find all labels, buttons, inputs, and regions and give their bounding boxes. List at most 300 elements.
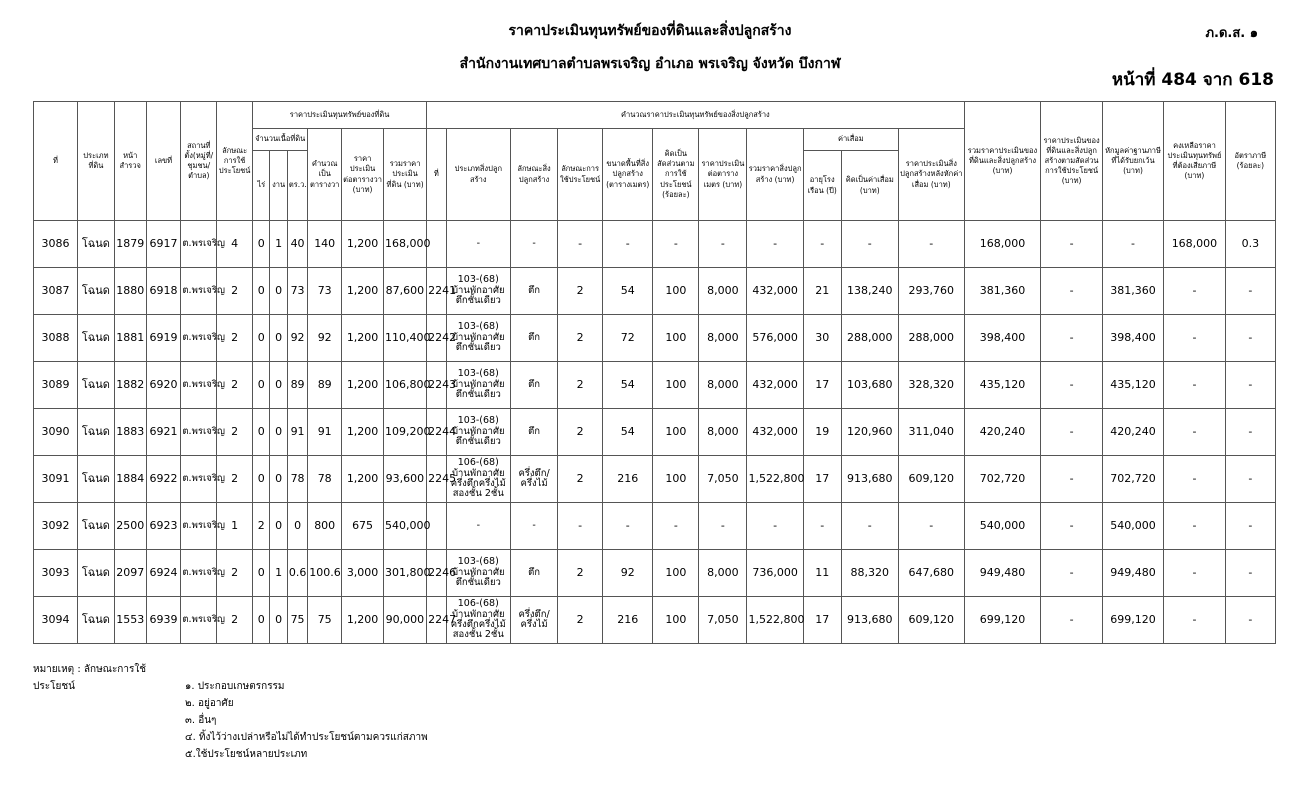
cell-location: ต.พรเจริญ [181, 315, 217, 362]
cell-building-type: 103-(68) บ้านพักอาศัยตึกชั้นเดียว [446, 268, 510, 315]
cell-building-after: - [898, 221, 964, 268]
cell-rai: 0 [253, 221, 270, 268]
cell-taxable: - [1164, 315, 1225, 362]
cell-building-age: - [803, 221, 841, 268]
cell-calc-sqwa: 73 [308, 268, 342, 315]
cell-calc-sqwa: 89 [308, 362, 342, 409]
col-building-type: ประเภทสิ่งปลูกสร้าง [446, 129, 510, 221]
cell-calc-sqwa: 75 [308, 597, 342, 644]
cell-building-pct: 100 [653, 456, 699, 503]
cell-grand-total: 949,480 [964, 550, 1041, 597]
cell-no: 3094 [34, 597, 78, 644]
notes-item: ๒. อยู่อาศัย [185, 698, 234, 709]
cell-building-area: 216 [603, 456, 653, 503]
cell-building-after: 609,120 [898, 597, 964, 644]
cell-usage: 4 [217, 221, 253, 268]
cell-usage: 2 [217, 268, 253, 315]
cell-location: ต.พรเจริญ [181, 362, 217, 409]
cell-grand-total: 540,000 [964, 503, 1041, 550]
cell-no: 3088 [34, 315, 78, 362]
cell-grand-total: 381,360 [964, 268, 1041, 315]
cell-location: ต.พรเจริญ [181, 409, 217, 456]
cell-rate: - [1225, 456, 1275, 503]
cell-ngan: 0 [270, 597, 287, 644]
cell-ngan: 0 [270, 456, 287, 503]
cell-share-value: - [1041, 315, 1102, 362]
cell-building-age: 19 [803, 409, 841, 456]
cell-sqwa: 73 [287, 268, 307, 315]
cell-building-price-sqm: - [699, 503, 747, 550]
col-building-usage: ลักษณะการใช้ประโยชน์ [558, 129, 603, 221]
cell-building-pct: - [653, 503, 699, 550]
cell-deduction: 699,120 [1102, 597, 1163, 644]
cell-building-no: 2243 [427, 362, 446, 409]
cell-calc-sqwa: 78 [308, 456, 342, 503]
cell-building-total: - [747, 221, 803, 268]
cell-building-area: 92 [603, 550, 653, 597]
cell-building-after: 288,000 [898, 315, 964, 362]
col-no: ที่ [34, 102, 78, 221]
cell-ngan: 0 [270, 362, 287, 409]
cell-sqwa: 75 [287, 597, 307, 644]
cell-land-no: 6921 [146, 409, 181, 456]
cell-building-after: 609,120 [898, 456, 964, 503]
cell-building-price-sqm: 7,050 [699, 597, 747, 644]
cell-building-age: - [803, 503, 841, 550]
assessment-table [33, 101, 1276, 644]
cell-share-value: - [1041, 550, 1102, 597]
cell-no: 3086 [34, 221, 78, 268]
cell-land-type: โฉนด [78, 409, 115, 456]
cell-building-area: - [603, 221, 653, 268]
col-land-no: เลขที่ [146, 102, 181, 221]
notes [33, 661, 428, 763]
cell-building-total: 1,522,800 [747, 456, 803, 503]
cell-ngan: 1 [270, 550, 287, 597]
cell-taxable: - [1164, 268, 1225, 315]
cell-building-total: 576,000 [747, 315, 803, 362]
cell-sqwa: 40 [287, 221, 307, 268]
form-code: ภ.ด.ส. ๑ [1205, 26, 1258, 41]
col-group-area: จำนวนเนื้อที่ดิน [253, 129, 308, 151]
cell-no: 3087 [34, 268, 78, 315]
col-building-no: ที่ [427, 129, 446, 221]
cell-location: ต.พรเจริญ [181, 550, 217, 597]
cell-land-total: 168,000 [384, 221, 427, 268]
cell-building-usage: 2 [558, 409, 603, 456]
cell-no: 3092 [34, 503, 78, 550]
cell-sqwa: 0 [287, 503, 307, 550]
cell-building-area: 72 [603, 315, 653, 362]
cell-grand-total: 168,000 [964, 221, 1041, 268]
cell-building-age: 11 [803, 550, 841, 597]
cell-land-type: โฉนด [78, 597, 115, 644]
col-building-depreciation: คิดเป็นค่าเสื่อม (บาท) [841, 151, 898, 221]
cell-land-type: โฉนด [78, 550, 115, 597]
cell-building-price-sqm: 8,000 [699, 315, 747, 362]
cell-building-kind: ตึก [511, 315, 558, 362]
cell-building-no: 2246 [427, 550, 446, 597]
cell-land-no: 6922 [146, 456, 181, 503]
cell-building-kind: ตึก [511, 362, 558, 409]
cell-building-depreciation: 913,680 [841, 456, 898, 503]
cell-grand-total: 702,720 [964, 456, 1041, 503]
cell-building-kind: ตึก [511, 550, 558, 597]
cell-building-usage: 2 [558, 456, 603, 503]
cell-building-age: 21 [803, 268, 841, 315]
cell-rate: - [1225, 315, 1275, 362]
cell-land-total: 90,000 [384, 597, 427, 644]
cell-building-total: 432,000 [747, 268, 803, 315]
cell-building-usage: 2 [558, 362, 603, 409]
cell-building-no: 2247 [427, 597, 446, 644]
cell-deduction: - [1102, 221, 1163, 268]
cell-building-type: - [446, 503, 510, 550]
cell-location: ต.พรเจริญ [181, 221, 217, 268]
cell-price-per-sqwa: 1,200 [342, 362, 384, 409]
cell-no: 3091 [34, 456, 78, 503]
cell-building-type: - [446, 221, 510, 268]
cell-usage: 2 [217, 597, 253, 644]
notes-line-1 [33, 661, 428, 695]
cell-building-pct: 100 [653, 409, 699, 456]
cell-location: ต.พรเจริญ [181, 456, 217, 503]
cell-taxable: - [1164, 456, 1225, 503]
table-row [34, 503, 1276, 550]
cell-price-per-sqwa: 1,200 [342, 456, 384, 503]
cell-building-no: 2241 [427, 268, 446, 315]
cell-building-kind: - [511, 221, 558, 268]
cell-survey-page: 2500 [114, 503, 146, 550]
cell-land-no: 6917 [146, 221, 181, 268]
cell-share-value: - [1041, 268, 1102, 315]
cell-building-usage: 2 [558, 268, 603, 315]
col-building-pct: คิดเป็นสัดส่วนตามการใช้ประโยชน์ (ร้อยละ) [653, 129, 699, 221]
cell-rai: 0 [253, 362, 270, 409]
table-row [34, 456, 1276, 503]
cell-land-no: 6919 [146, 315, 181, 362]
cell-rai: 0 [253, 315, 270, 362]
cell-sqwa: 0.6 [287, 550, 307, 597]
notes-item: ๔. ทิ้งไว้ว่างเปล่าหรือไม่ได้ทำประโยชน์ตามควรแก่สภาพ [185, 732, 428, 743]
cell-price-per-sqwa: 1,200 [342, 268, 384, 315]
cell-building-no: 2242 [427, 315, 446, 362]
cell-building-depreciation: 913,680 [841, 597, 898, 644]
notes-item: ๓. อื่นๆ [185, 715, 217, 726]
cell-land-type: โฉนด [78, 503, 115, 550]
cell-location: ต.พรเจริญ [181, 268, 217, 315]
cell-building-type: 103-(68) บ้านพักอาศัยตึกชั้นเดียว [446, 315, 510, 362]
col-building-kind: ลักษณะสิ่งปลูกสร้าง [511, 129, 558, 221]
cell-land-type: โฉนด [78, 268, 115, 315]
col-building-price-sqm: ราคาประเมินต่อตารางเมตร (บาท) [699, 129, 747, 221]
notes-lead: หมายเหตุ : ลักษณะการใช้ประโยชน์ [33, 664, 147, 692]
cell-building-pct: - [653, 221, 699, 268]
cell-grand-total: 435,120 [964, 362, 1041, 409]
cell-building-pct: 100 [653, 315, 699, 362]
cell-building-price-sqm: - [699, 221, 747, 268]
col-grand-total: รวมราคาประเมินของที่ดินและสิ่งปลูกสร้าง (บาท) [964, 102, 1041, 221]
col-ngan: งาน [270, 151, 287, 221]
table-row [34, 221, 1276, 268]
cell-ngan: 0 [270, 268, 287, 315]
cell-building-kind: ตึก [511, 268, 558, 315]
cell-building-total: - [747, 503, 803, 550]
cell-taxable: 168,000 [1164, 221, 1225, 268]
col-building-age: อายุโรงเรือน (ปี) [803, 151, 841, 221]
cell-building-area: - [603, 503, 653, 550]
cell-price-per-sqwa: 1,200 [342, 221, 384, 268]
cell-land-total: 87,600 [384, 268, 427, 315]
cell-building-depreciation: 120,960 [841, 409, 898, 456]
col-deduction: หักมูลค่าฐานภาษีที่ได้รับยกเว้น (บาท) [1102, 102, 1163, 221]
cell-deduction: 398,400 [1102, 315, 1163, 362]
cell-location: ต.พรเจริญ [181, 503, 217, 550]
cell-usage: 2 [217, 409, 253, 456]
cell-building-age: 17 [803, 597, 841, 644]
cell-building-after: 311,040 [898, 409, 964, 456]
cell-ngan: 0 [270, 409, 287, 456]
cell-land-no: 6939 [146, 597, 181, 644]
cell-share-value: - [1041, 597, 1102, 644]
cell-land-total: 540,000 [384, 503, 427, 550]
col-rate: อัตราภาษี (ร้อยละ) [1225, 102, 1275, 221]
cell-no: 3089 [34, 362, 78, 409]
cell-survey-page: 1884 [114, 456, 146, 503]
cell-land-no: 6920 [146, 362, 181, 409]
cell-ngan: 1 [270, 221, 287, 268]
cell-rai: 0 [253, 550, 270, 597]
cell-usage: 2 [217, 315, 253, 362]
cell-rate: - [1225, 409, 1275, 456]
cell-location: ต.พรเจริญ [181, 597, 217, 644]
cell-survey-page: 2097 [114, 550, 146, 597]
cell-grand-total: 699,120 [964, 597, 1041, 644]
cell-building-age: 17 [803, 362, 841, 409]
col-land-type: ประเภทที่ดิน [78, 102, 115, 221]
cell-survey-page: 1880 [114, 268, 146, 315]
cell-no: 3090 [34, 409, 78, 456]
col-building-area: ขนาดพื้นที่สิ่งปลูกสร้าง (ตารางเมตร) [603, 129, 653, 221]
cell-building-total: 1,522,800 [747, 597, 803, 644]
cell-building-type: 103-(68) บ้านพักอาศัยตึกชั้นเดียว [446, 362, 510, 409]
cell-share-value: - [1041, 503, 1102, 550]
document-subtitle: สำนักงานเทศบาลตำบลพรเจริญ อำเภอ พรเจริญ จังหวัด บึงกาฬ [459, 56, 841, 72]
cell-building-no: 2244 [427, 409, 446, 456]
cell-building-total: 736,000 [747, 550, 803, 597]
cell-building-depreciation: 288,000 [841, 315, 898, 362]
cell-no: 3093 [34, 550, 78, 597]
col-building-total: รวมราคาสิ่งปลูกสร้าง (บาท) [747, 129, 803, 221]
cell-building-after: 293,760 [898, 268, 964, 315]
cell-share-value: - [1041, 221, 1102, 268]
cell-building-area: 54 [603, 268, 653, 315]
col-sqwa: ตร.ว. [287, 151, 307, 221]
cell-taxable: - [1164, 597, 1225, 644]
col-share-value: ราคาประเมินของที่ดินและสิ่งปลูกสร้างตามสัดส่วนการใช้ประโยชน์ (บาท) [1041, 102, 1102, 221]
cell-deduction: 702,720 [1102, 456, 1163, 503]
col-price-per-sqwa: ราคาประเมินต่อตารางวา (บาท) [342, 129, 384, 221]
cell-building-no: 2245 [427, 456, 446, 503]
cell-deduction: 420,240 [1102, 409, 1163, 456]
cell-rai: 0 [253, 597, 270, 644]
cell-calc-sqwa: 140 [308, 221, 342, 268]
cell-building-type: 106-(68) บ้านพักอาศัยครึ่งตึกครึ่งไม้สองชั้น 2ชั้น [446, 456, 510, 503]
table-row [34, 597, 1276, 644]
cell-land-type: โฉนด [78, 221, 115, 268]
cell-building-depreciation: 88,320 [841, 550, 898, 597]
cell-survey-page: 1883 [114, 409, 146, 456]
cell-rai: 0 [253, 268, 270, 315]
cell-building-pct: 100 [653, 597, 699, 644]
col-group-depreciation: ค่าเสื่อม [803, 129, 898, 151]
cell-building-after: - [898, 503, 964, 550]
cell-calc-sqwa: 100.6 [308, 550, 342, 597]
cell-building-usage: - [558, 221, 603, 268]
cell-rate: - [1225, 597, 1275, 644]
cell-building-usage: 2 [558, 550, 603, 597]
table-body [34, 221, 1276, 644]
col-survey-page: หน้าสำรวจ [114, 102, 146, 221]
cell-land-total: 110,400 [384, 315, 427, 362]
cell-usage: 2 [217, 456, 253, 503]
cell-grand-total: 420,240 [964, 409, 1041, 456]
cell-building-pct: 100 [653, 268, 699, 315]
cell-building-price-sqm: 7,050 [699, 456, 747, 503]
cell-price-per-sqwa: 1,200 [342, 315, 384, 362]
cell-rai: 0 [253, 456, 270, 503]
col-rai: ไร่ [253, 151, 270, 221]
cell-land-total: 109,200 [384, 409, 427, 456]
cell-land-total: 106,800 [384, 362, 427, 409]
cell-calc-sqwa: 92 [308, 315, 342, 362]
cell-building-after: 328,320 [898, 362, 964, 409]
cell-rai: 0 [253, 409, 270, 456]
cell-building-area: 54 [603, 409, 653, 456]
cell-ngan: 0 [270, 503, 287, 550]
cell-building-total: 432,000 [747, 362, 803, 409]
cell-building-kind: ตึก [511, 409, 558, 456]
cell-rai: 2 [253, 503, 270, 550]
cell-share-value: - [1041, 362, 1102, 409]
cell-rate: - [1225, 268, 1275, 315]
cell-building-depreciation: - [841, 221, 898, 268]
col-calc-sqwa: คำนวณเป็นตารางวา [308, 129, 342, 221]
col-group-building: คำนวณราคาประเมินทุนทรัพย์ของสิ่งปลูกสร้าง [427, 102, 965, 129]
cell-taxable: - [1164, 550, 1225, 597]
cell-land-type: โฉนด [78, 362, 115, 409]
cell-usage: 2 [217, 550, 253, 597]
cell-building-depreciation: 138,240 [841, 268, 898, 315]
cell-grand-total: 398,400 [964, 315, 1041, 362]
cell-share-value: - [1041, 409, 1102, 456]
cell-rate: - [1225, 503, 1275, 550]
cell-land-no: 6924 [146, 550, 181, 597]
table-row [34, 409, 1276, 456]
cell-survey-page: 1553 [114, 597, 146, 644]
cell-building-kind: - [511, 503, 558, 550]
cell-deduction: 381,360 [1102, 268, 1163, 315]
cell-building-area: 54 [603, 362, 653, 409]
cell-building-price-sqm: 8,000 [699, 268, 747, 315]
cell-deduction: 435,120 [1102, 362, 1163, 409]
cell-land-total: 93,600 [384, 456, 427, 503]
page-indicator: หน้าที่ 484 จาก 618 [1111, 70, 1274, 90]
cell-rate: - [1225, 362, 1275, 409]
cell-rate: - [1225, 550, 1275, 597]
cell-taxable: - [1164, 503, 1225, 550]
cell-survey-page: 1881 [114, 315, 146, 362]
cell-building-total: 432,000 [747, 409, 803, 456]
cell-sqwa: 78 [287, 456, 307, 503]
col-taxable: คงเหลือราคาประเมินทุนทรัพย์ที่ต้องเสียภาษี (บาท) [1164, 102, 1225, 221]
cell-sqwa: 92 [287, 315, 307, 362]
col-building-after: ราคาประเมินสิ่งปลูกสร้างหลังหักค่าเสื่อม (บาท) [898, 129, 964, 221]
cell-usage: 1 [217, 503, 253, 550]
cell-taxable: - [1164, 362, 1225, 409]
cell-survey-page: 1882 [114, 362, 146, 409]
cell-land-type: โฉนด [78, 456, 115, 503]
cell-building-pct: 100 [653, 362, 699, 409]
cell-building-kind: ครึ่งตึก/ครึ่งไม้ [511, 456, 558, 503]
cell-price-per-sqwa: 1,200 [342, 597, 384, 644]
col-location: สถานที่ตั้ง(หมู่ที่/ชุมชน/ตำบล) [181, 102, 217, 221]
table-row [34, 315, 1276, 362]
cell-building-age: 17 [803, 456, 841, 503]
cell-building-area: 216 [603, 597, 653, 644]
table-row [34, 268, 1276, 315]
cell-calc-sqwa: 91 [308, 409, 342, 456]
cell-building-price-sqm: 8,000 [699, 550, 747, 597]
cell-building-usage: 2 [558, 597, 603, 644]
cell-building-depreciation: - [841, 503, 898, 550]
cell-building-kind: ครึ่งตึก/ครึ่งไม้ [511, 597, 558, 644]
cell-taxable: - [1164, 409, 1225, 456]
cell-calc-sqwa: 800 [308, 503, 342, 550]
cell-price-per-sqwa: 3,000 [342, 550, 384, 597]
cell-building-type: 106-(68) บ้านพักอาศัยครึ่งตึกครึ่งไม้สองชั้น 2ชั้น [446, 597, 510, 644]
cell-building-pct: 100 [653, 550, 699, 597]
cell-sqwa: 91 [287, 409, 307, 456]
col-group-land: ราคาประเมินทุนทรัพย์ของที่ดิน [253, 102, 427, 129]
cell-deduction: 949,480 [1102, 550, 1163, 597]
cell-building-type: 103-(68) บ้านพักอาศัยตึกชั้นเดียว [446, 409, 510, 456]
cell-land-no: 6923 [146, 503, 181, 550]
table-row [34, 362, 1276, 409]
cell-usage: 2 [217, 362, 253, 409]
cell-building-after: 647,680 [898, 550, 964, 597]
col-usage: ลักษณะการใช้ประโยชน์ [217, 102, 253, 221]
cell-sqwa: 89 [287, 362, 307, 409]
cell-building-usage: - [558, 503, 603, 550]
notes-item: ๑. ประกอบเกษตรกรรม [185, 681, 285, 692]
notes-item: ๕.ใช้ประโยชน์หลายประเภท [185, 749, 308, 760]
cell-ngan: 0 [270, 315, 287, 362]
cell-price-per-sqwa: 1,200 [342, 409, 384, 456]
cell-survey-page: 1879 [114, 221, 146, 268]
cell-land-type: โฉนด [78, 315, 115, 362]
cell-building-depreciation: 103,680 [841, 362, 898, 409]
cell-building-price-sqm: 8,000 [699, 409, 747, 456]
cell-building-price-sqm: 8,000 [699, 362, 747, 409]
table-row [34, 550, 1276, 597]
cell-price-per-sqwa: 675 [342, 503, 384, 550]
cell-share-value: - [1041, 456, 1102, 503]
cell-building-usage: 2 [558, 315, 603, 362]
cell-land-no: 6918 [146, 268, 181, 315]
col-land-total: รวมราคาประเมินที่ดิน (บาท) [384, 129, 427, 221]
cell-land-total: 301,800 [384, 550, 427, 597]
